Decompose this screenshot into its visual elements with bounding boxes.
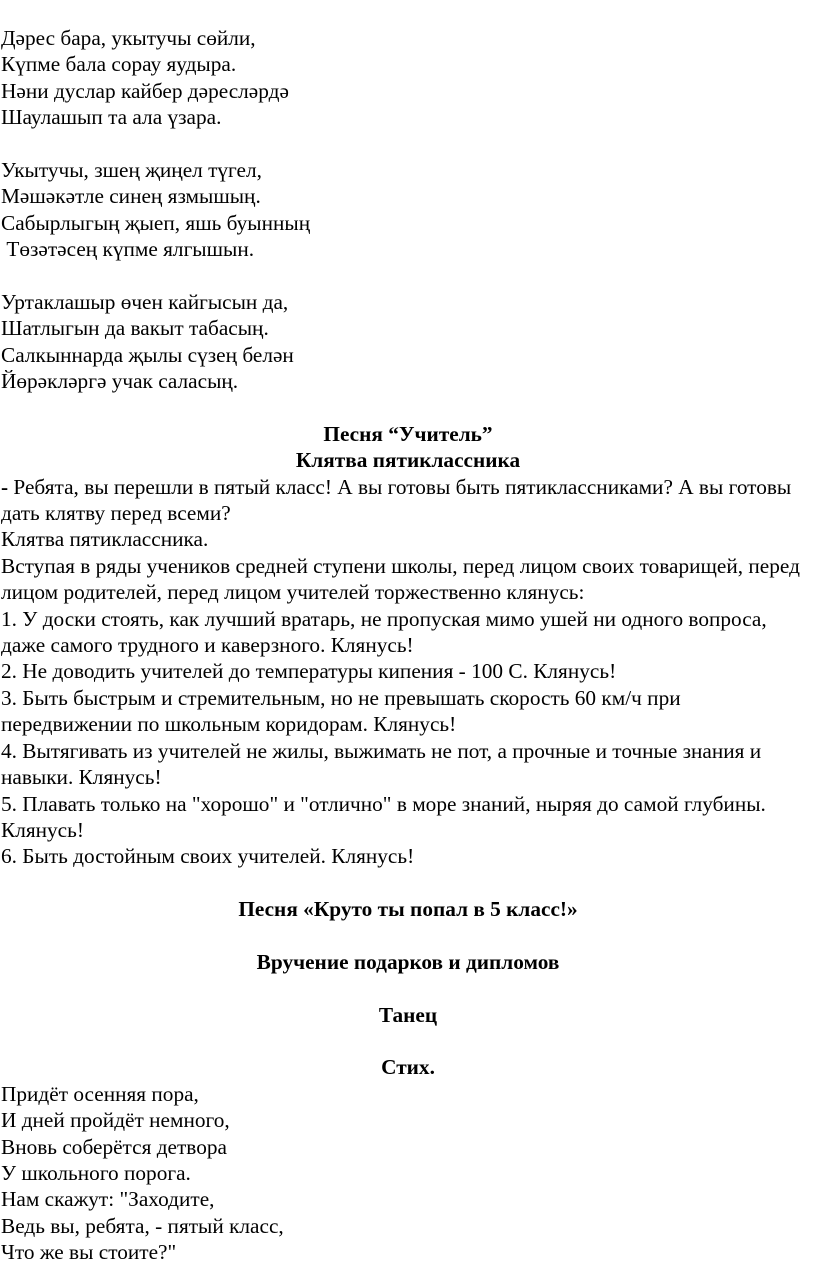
poem2 (0, 1081, 816, 1266)
awards-heading: Вручение подарков и дипломов (256, 949, 560, 974)
oath-item: 6. Быть достойным своих учителей. Клянусь! (1, 844, 415, 869)
poem-line: Шаулашып та ала үзара. (1, 105, 222, 130)
poem-line: Мәшәкәтле синең язмышың. (1, 184, 261, 209)
poem-line: Нәни дуслар кайбер дәресләрдә (1, 78, 289, 103)
oath-item: 4. Вытягивать из учителей не жилы, выжимать не пот, а прочные и точные знания и навыки. Клянусь! (1, 738, 762, 790)
spacer (0, 870, 816, 896)
poem-line: Сабырлыгың җыеп, яшь буынның (1, 210, 311, 235)
spacer (0, 131, 816, 157)
oath-intro (0, 474, 816, 527)
poem-line: Салкыннарда җылы сүзең белән (1, 342, 294, 367)
poem-line: Придёт осенняя пора, (1, 1081, 199, 1106)
poem-line: Ведь вы, ребята, - пятый класс, (1, 1213, 284, 1238)
poem-line: Укытучы, зшең җиңел түгел, (1, 157, 262, 182)
song-heading: Песня “Учитель” (323, 421, 493, 446)
oath-item: 1. У доски стоять, как лучший вратарь, не пропуская мимо ушей ни одного вопроса, даже самого трудного и каверзного. Клянусь! (1, 606, 767, 658)
document-page (0, 25, 816, 1266)
oath-preamble: Вступая в ряды учеников средней ступени школы, перед лицом своих товарищей, перед лицом родителей, перед лицом учителей торжественно клянусь: (1, 553, 800, 605)
poem-line: Төзәтәсең күпме ялгышын. (1, 237, 255, 262)
poem-line: Йөрәкләргә учак саласың. (1, 369, 239, 394)
poem-line: Нам скажут: "Заходите, (1, 1187, 215, 1212)
oath-item: 5. Плавать только на "хорошо" и "отлично" в море знаний, ныряя до самой глубины. Клянусь! (1, 791, 766, 842)
poem-stanza-1 (0, 25, 816, 131)
intro-dash: - (1, 474, 9, 499)
poem-heading: Стих. (381, 1055, 435, 1080)
poem-stanza-2 (0, 157, 816, 263)
spacer (0, 975, 816, 1001)
poem-line: У школьного порога. (1, 1161, 191, 1186)
oath-item: 2. Не доводить учителей до температуры кипения - 100 С. Клянусь! (1, 659, 617, 684)
poem-line: Дәрес бара, укытучы сөйли, (1, 26, 256, 50)
poem-line: Шатлыгын да вакыт табасың. (1, 316, 269, 341)
intro-text: Ребята, вы перешли в пятый класс! А вы готовы быть пятиклассниками? А вы готовы дать клятву перед всеми? (1, 474, 792, 526)
poem-line: И дней пройдёт немного, (1, 1108, 230, 1133)
oath-name: Клятва пятиклассника. (1, 527, 209, 552)
oath-heading: Клятва пятиклассника (295, 448, 521, 473)
poem-stanza-3 (0, 289, 816, 395)
poem-line: Что же вы стоите?" (1, 1240, 177, 1265)
poem-line: Уртаклашыр өчен кайгысын да, (1, 289, 289, 314)
spacer (0, 1028, 816, 1054)
poem-line: Күпме бала сорау яудыра. (1, 52, 237, 77)
dance-heading: Танец (378, 1002, 438, 1027)
song2-heading: Песня «Круто ты попал в 5 класс!» (238, 897, 578, 922)
spacer (0, 394, 816, 420)
spacer (0, 263, 816, 289)
poem-line: Вновь соберётся детвора (1, 1134, 227, 1159)
oath-item: 3. Быть быстрым и стремительным, но не превышать скорость 60 км/ч при передвижении по школьным коридорам. Клянусь! (1, 685, 681, 737)
spacer (0, 923, 816, 949)
